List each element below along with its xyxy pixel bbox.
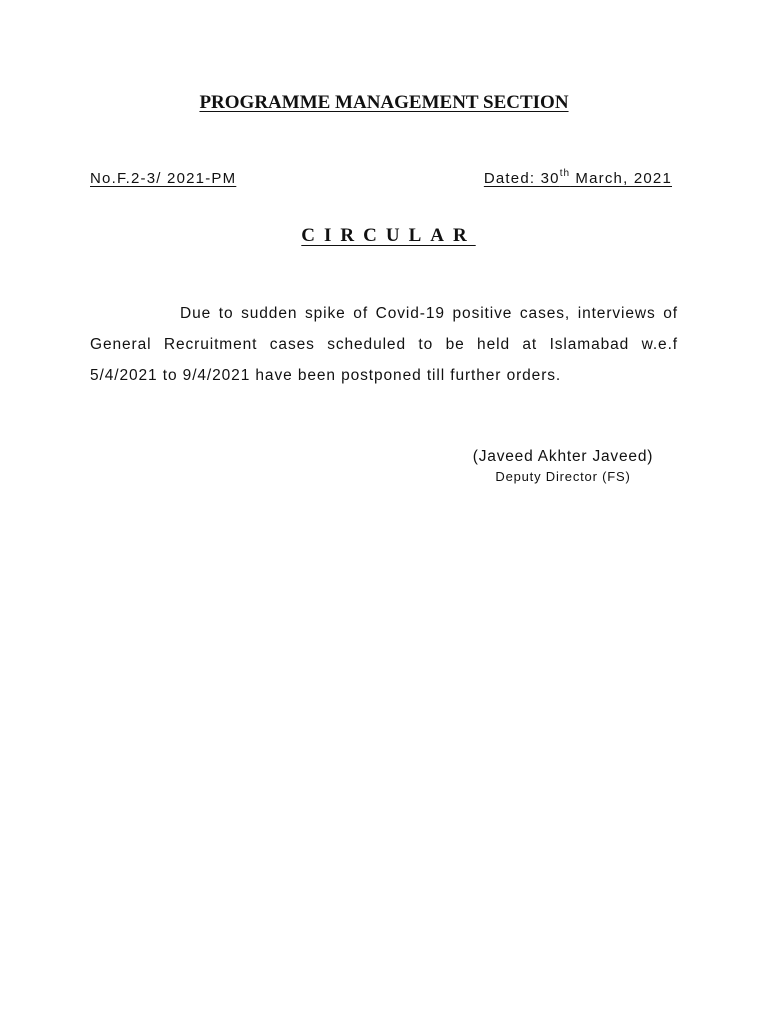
date-line — [484, 170, 672, 187]
circular-heading — [0, 225, 768, 247]
signatory-title: Deputy Director (FS) — [495, 469, 631, 484]
reference-line — [90, 170, 672, 194]
date-ordinal-suffix: th — [559, 168, 571, 179]
date-prefix: Dated: 30 — [483, 170, 560, 187]
section-title: PROGRAMME MANAGEMENT SECTION — [199, 92, 569, 113]
date-suffix: March, 2021 — [570, 170, 672, 187]
reference-number: No.F.2-3/ 2021-PM — [90, 170, 237, 187]
signature-block — [440, 446, 686, 486]
circular-body: Due to sudden spike of Covid-19 positive cases, interviews of General Recruitment cases scheduled to be held at Islamabad w.e.f 5/4/2021 to 9/4/2021 have been postponed till further orders. — [90, 305, 678, 384]
circular-heading-text: CIRCULAR — [301, 225, 476, 246]
signatory-name: (Javeed Akhter Javeed) — [472, 448, 654, 465]
